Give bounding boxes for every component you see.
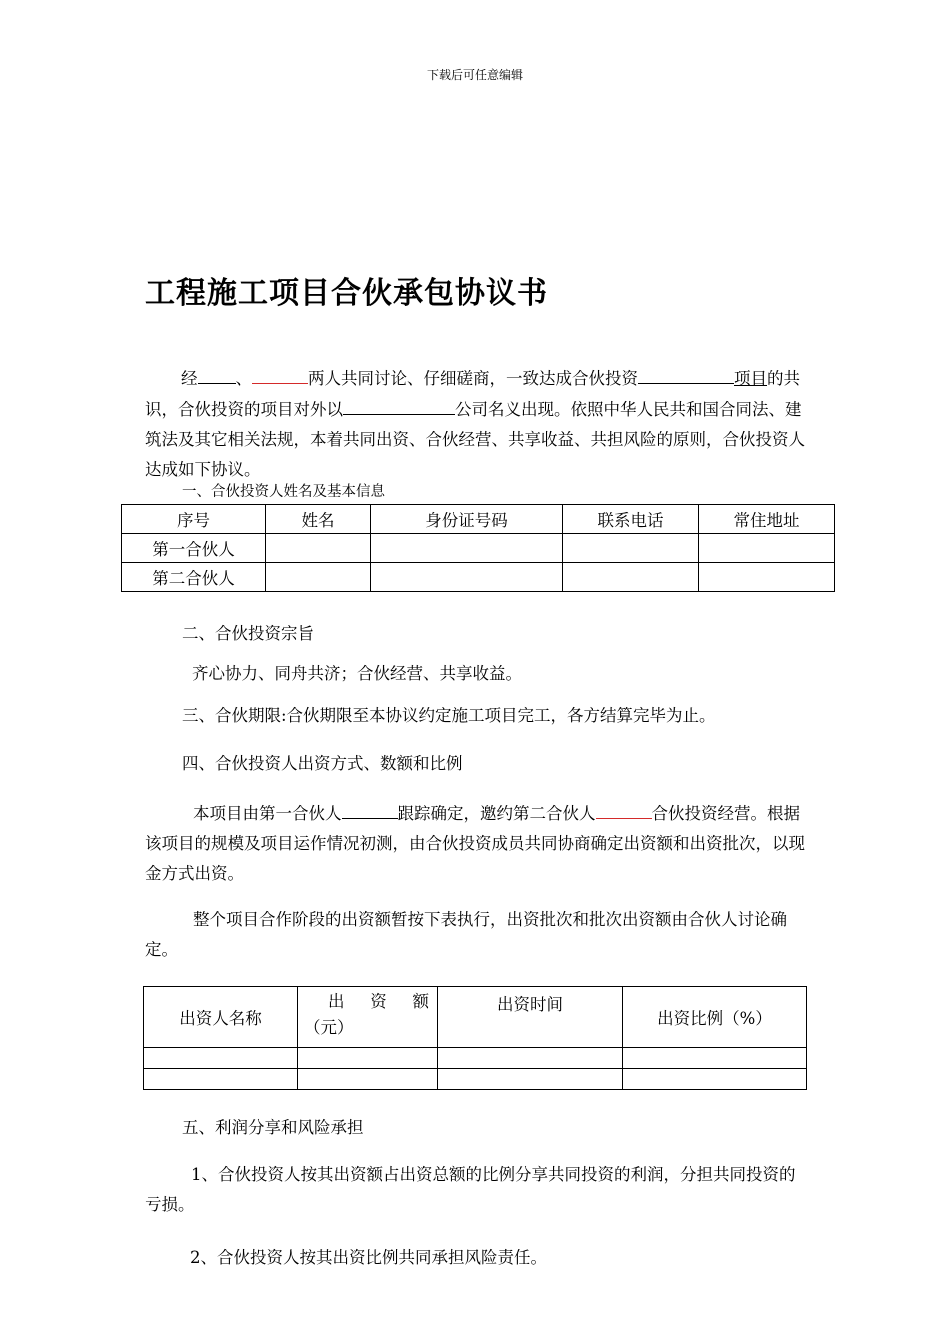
section5-heading: 五、利润分享和风险承担 bbox=[182, 1118, 364, 1137]
intro-text-3: 两人共同讨论、仔细磋商，一致达成合伙投资 bbox=[308, 369, 638, 388]
table-row bbox=[122, 534, 835, 563]
blank-partner-b[interactable] bbox=[252, 363, 308, 384]
header-cell-time: 出资时间 bbox=[438, 987, 623, 1048]
table-row bbox=[122, 563, 835, 592]
section1-heading: 一、合伙投资人姓名及基本信息 bbox=[182, 484, 385, 500]
table-cell[interactable] bbox=[699, 563, 835, 592]
section4-paragraph-1 bbox=[145, 798, 810, 889]
table-cell[interactable] bbox=[266, 563, 371, 592]
table-cell[interactable] bbox=[144, 1048, 298, 1069]
investment-table bbox=[143, 986, 807, 1090]
amount-unit: （元） bbox=[304, 1018, 354, 1037]
partner-info-table bbox=[121, 504, 835, 592]
table-header-row bbox=[122, 505, 835, 534]
table-cell[interactable] bbox=[699, 534, 835, 563]
s4-text-3: 合伙投资经营。根据该项目的规模及项目运作情况初测，由合伙投资成员共同协商确定出资额和出资批次，以现金方式出资。 bbox=[145, 804, 805, 883]
table-row bbox=[144, 1069, 807, 1090]
intro-text-6: 公司名义出现。依照中华人民共和国合同法、建筑法及其它相关法规，本着共同出资、合伙经营、共享收益、共担风险的原则，合伙投资人达成如下协议。 bbox=[145, 400, 805, 479]
intro-text-4: 项目 bbox=[734, 369, 767, 388]
document-title: 工程施工项目合伙承包协议书 bbox=[145, 276, 548, 311]
section3-text: 三、合伙期限:合伙期限至本协议约定施工项目完工，各方结算完毕为止。 bbox=[182, 706, 716, 725]
intro-text-2: 、 bbox=[235, 369, 252, 388]
amount-label: 出 资 额 bbox=[328, 992, 429, 1011]
section5-paragraph-1: 1、合伙投资人按其出资额占出资总额的比例分享共同投资的利润，分担共同投资的亏损。 bbox=[145, 1165, 796, 1214]
header-cell-ratio: 出资比例（%） bbox=[623, 987, 807, 1048]
header-cell-amount bbox=[298, 987, 438, 1048]
table-cell[interactable] bbox=[298, 1069, 438, 1090]
table-cell[interactable] bbox=[563, 534, 699, 563]
page-header: 下载后可任意编辑 bbox=[426, 68, 523, 82]
table-cell[interactable] bbox=[438, 1048, 623, 1069]
header-cell-index: 序号 bbox=[122, 505, 266, 534]
blank-partner-a[interactable] bbox=[198, 363, 236, 384]
header-cell-phone: 联系电话 bbox=[563, 505, 699, 534]
section4-heading: 四、合伙投资人出资方式、数额和比例 bbox=[182, 754, 463, 773]
intro-paragraph bbox=[145, 363, 810, 485]
s4-text-1: 本项目由第一合伙人 bbox=[193, 804, 342, 823]
intro-text-1: 经 bbox=[181, 369, 198, 388]
header-cell-investor: 出资人名称 bbox=[144, 987, 298, 1048]
section5-paragraph-2: 2、合伙投资人按其出资比例共同承担风险责任。 bbox=[190, 1248, 547, 1267]
table-cell[interactable] bbox=[144, 1069, 298, 1090]
table-cell[interactable] bbox=[266, 534, 371, 563]
header-cell-id: 身份证号码 bbox=[371, 505, 563, 534]
row-label: 第一合伙人 bbox=[122, 534, 266, 563]
blank-first-partner[interactable] bbox=[342, 798, 398, 819]
table-cell[interactable] bbox=[623, 1048, 807, 1069]
s4-text-2: 跟踪确定，邀约第二合伙人 bbox=[397, 804, 596, 823]
intro-text-5: 的共识，合伙投资的项目对外以 bbox=[145, 369, 800, 419]
header-cell-name: 姓名 bbox=[266, 505, 371, 534]
blank-company-name[interactable] bbox=[343, 394, 455, 415]
table-cell[interactable] bbox=[298, 1048, 438, 1069]
table-cell[interactable] bbox=[563, 563, 699, 592]
section2-heading: 二、合伙投资宗旨 bbox=[182, 624, 314, 643]
header-cell-address: 常住地址 bbox=[699, 505, 835, 534]
table-header-row bbox=[144, 987, 807, 1048]
blank-second-partner[interactable] bbox=[596, 798, 652, 819]
table-cell[interactable] bbox=[623, 1069, 807, 1090]
row-label: 第二合伙人 bbox=[122, 563, 266, 592]
table-cell[interactable] bbox=[438, 1069, 623, 1090]
section4-paragraph-2: 整个项目合作阶段的出资额暂按下表执行，出资批次和批次出资额由合伙人讨论确定。 bbox=[145, 910, 787, 959]
table-row bbox=[144, 1048, 807, 1069]
table-cell[interactable] bbox=[371, 563, 563, 592]
blank-project-name[interactable] bbox=[638, 363, 734, 384]
table-cell[interactable] bbox=[371, 534, 563, 563]
section2-text: 齐心协力、同舟共济；合伙经营、共享收益。 bbox=[192, 664, 522, 683]
